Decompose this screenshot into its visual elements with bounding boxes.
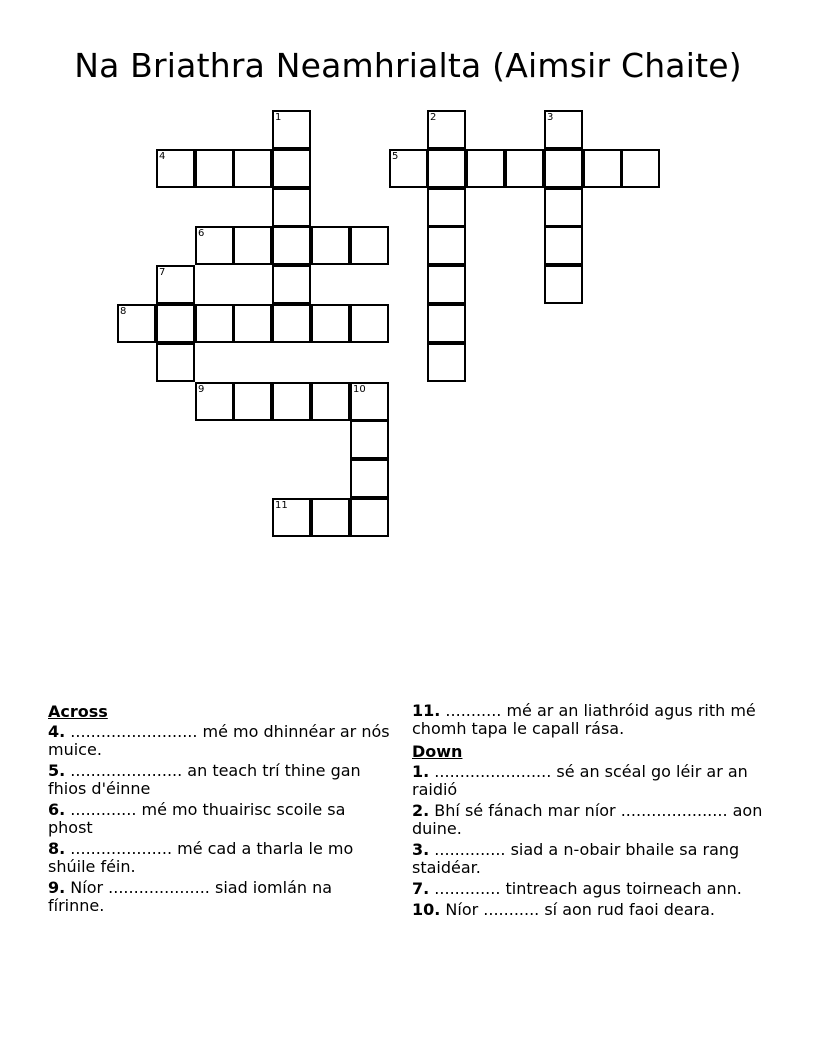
grid-cell[interactable]	[195, 226, 234, 265]
clue-text: Bhí sé fánach mar níor ..................... aon duine.	[412, 801, 763, 838]
grid-cell[interactable]	[195, 304, 234, 343]
clue-across-6	[48, 801, 393, 837]
grid-cell[interactable]	[272, 110, 311, 149]
grid-cell[interactable]	[583, 149, 622, 188]
grid-cell[interactable]	[544, 110, 583, 149]
clue-across-11	[412, 702, 772, 738]
grid-cell[interactable]	[233, 304, 272, 343]
clue-text: Níor ........... sí aon rud faoi deara.	[440, 900, 716, 919]
grid-cell[interactable]	[272, 304, 311, 343]
grid-cell[interactable]	[156, 304, 195, 343]
clues-column-right	[412, 702, 772, 922]
clue-across-9	[48, 879, 393, 915]
page-title: Na Briathra Neamhrialta (Aimsir Chaite)	[74, 46, 742, 85]
clue-down-2	[412, 802, 772, 838]
clue-across-8	[48, 840, 393, 876]
grid-cell[interactable]	[272, 265, 311, 304]
grid-cell[interactable]	[427, 226, 466, 265]
clue-text: .............. siad a n-obair bhaile sa rang staidéar.	[412, 840, 740, 877]
clue-text: ...................... an teach trí thine gan fhios d'éinne	[48, 761, 361, 798]
clue-across-4	[48, 723, 393, 759]
clue-number: 11.	[412, 701, 441, 720]
clue-number: 7.	[412, 879, 430, 898]
clue-text: ......................... mé mo dhinnéar ar nós muice.	[48, 722, 390, 759]
grid-cell[interactable]	[156, 343, 195, 382]
grid-cell[interactable]	[311, 382, 350, 421]
grid-cell[interactable]	[156, 149, 195, 188]
clue-down-10	[412, 901, 772, 919]
grid-cell[interactable]	[272, 149, 311, 188]
grid-cell[interactable]	[233, 382, 272, 421]
grid-cell[interactable]	[233, 226, 272, 265]
clue-across-5	[48, 762, 393, 798]
grid-cell[interactable]	[272, 498, 311, 537]
cell-number: 10	[353, 384, 366, 395]
clue-text: ....................... sé an scéal go léir ar an raidió	[412, 762, 748, 799]
grid-cell[interactable]	[350, 304, 389, 343]
clue-number: 9.	[48, 878, 66, 897]
cell-number: 11	[275, 500, 288, 511]
grid-cell[interactable]	[156, 265, 195, 304]
clues-column-left	[48, 702, 393, 918]
grid-cell[interactable]	[311, 304, 350, 343]
cell-number: 3	[547, 112, 554, 123]
cell-number: 5	[392, 151, 399, 162]
grid-cell[interactable]	[233, 149, 272, 188]
cell-number: 2	[430, 112, 437, 123]
cell-number: 4	[159, 151, 166, 162]
cell-number: 1	[275, 112, 282, 123]
grid-cell[interactable]	[350, 459, 389, 498]
clue-text: ............. tintreach agus toirneach ann.	[429, 879, 742, 898]
clue-number: 5.	[48, 761, 66, 780]
grid-cell[interactable]	[544, 226, 583, 265]
grid-cell[interactable]	[195, 149, 234, 188]
clue-number: 3.	[412, 840, 430, 859]
grid-cell[interactable]	[544, 149, 583, 188]
clue-number: 10.	[412, 900, 441, 919]
grid-cell[interactable]	[466, 149, 505, 188]
grid-cell[interactable]	[621, 149, 660, 188]
grid-cell[interactable]	[427, 304, 466, 343]
clue-text: Níor .................... siad iomlán na fírinne.	[48, 878, 333, 915]
clue-number: 4.	[48, 722, 66, 741]
grid-cell[interactable]	[350, 420, 389, 459]
clue-text: ............. mé mo thuairisc scoile sa phost	[48, 800, 346, 837]
clue-number: 8.	[48, 839, 66, 858]
clue-down-1	[412, 763, 772, 799]
grid-cell[interactable]	[311, 226, 350, 265]
clue-text: ........... mé ar an liathróid agus rith mé chomh tapa le capall rása.	[412, 701, 756, 738]
grid-cell[interactable]	[272, 226, 311, 265]
grid-cell[interactable]	[427, 149, 466, 188]
grid-cell[interactable]	[389, 149, 428, 188]
clue-text: .................... mé cad a tharla le mo shúile féin.	[48, 839, 354, 876]
grid-cell[interactable]	[427, 188, 466, 227]
down-heading: Down	[412, 742, 463, 761]
grid-cell[interactable]	[350, 226, 389, 265]
grid-cell[interactable]	[195, 382, 234, 421]
clue-number: 6.	[48, 800, 66, 819]
across-heading: Across	[48, 702, 108, 721]
clue-number: 1.	[412, 762, 430, 781]
grid-cell[interactable]	[427, 110, 466, 149]
grid-cell[interactable]	[350, 382, 389, 421]
grid-cell[interactable]	[272, 382, 311, 421]
clue-number: 2.	[412, 801, 430, 820]
grid-cell[interactable]	[544, 188, 583, 227]
grid-cell[interactable]	[117, 304, 156, 343]
grid-cell[interactable]	[311, 498, 350, 537]
grid-cell[interactable]	[544, 265, 583, 304]
clue-down-3	[412, 841, 772, 877]
cell-number: 6	[198, 228, 205, 239]
grid-cell[interactable]	[427, 265, 466, 304]
cell-number: 8	[120, 306, 127, 317]
clue-down-7	[412, 880, 772, 898]
cell-number: 7	[159, 267, 166, 278]
cell-number: 9	[198, 384, 205, 395]
grid-cell[interactable]	[272, 188, 311, 227]
grid-cell[interactable]	[350, 498, 389, 537]
grid-cell[interactable]	[505, 149, 544, 188]
grid-cell[interactable]	[427, 343, 466, 382]
